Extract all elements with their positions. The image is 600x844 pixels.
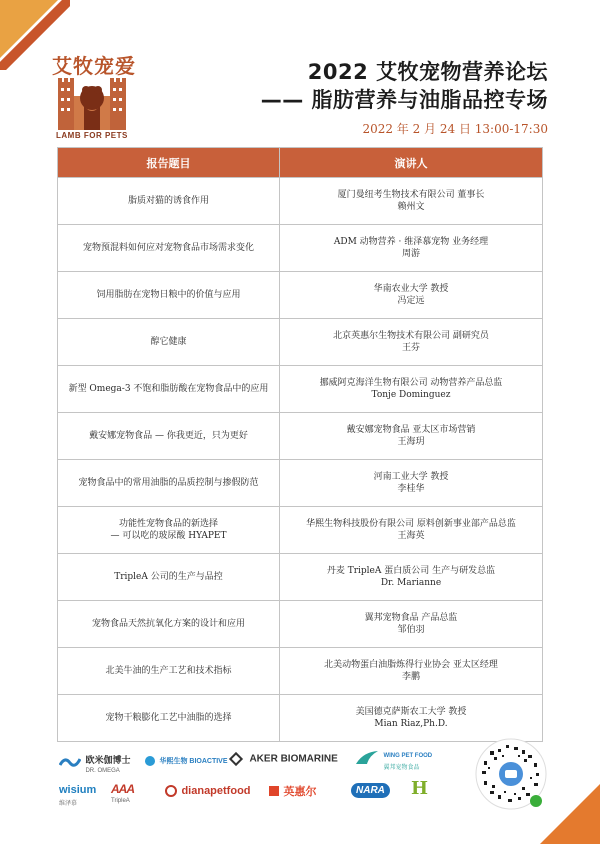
topic-cell: 功能性宠物食品的新选择 — 可以吃的玻尿酸 HYAPET bbox=[58, 507, 280, 554]
speaker-cell: 挪威阿克海洋生物有限公司 动物营养产品总监 Tonje Dominguez bbox=[280, 366, 543, 413]
speaker-cell: 翼邦宠物食品 产品总监 邹伯羽 bbox=[280, 601, 543, 648]
topic-cell: 醇它健康 bbox=[58, 319, 280, 366]
topic-cell: 饲用脂肪在宠物日粮中的价值与应用 bbox=[58, 272, 280, 319]
event-logo bbox=[44, 50, 140, 140]
bioactive-dot-icon bbox=[145, 756, 155, 766]
speaker-cell: 华熙生物科技股份有限公司 原料创新事业部产品总监 王海英 bbox=[280, 507, 543, 554]
table-row bbox=[58, 507, 543, 554]
wing-icon bbox=[355, 750, 379, 766]
speaker-cell: 河南工业大学 教授 李桂华 bbox=[280, 460, 543, 507]
table-row bbox=[58, 225, 543, 272]
sponsor-dr-omega: 欧米伽博士 DR. OMEGA bbox=[59, 750, 130, 774]
table-row bbox=[58, 366, 543, 413]
speaker-cell: 丹麦 TripleA 蛋白质公司 生产与研发总监 Dr. Marianne bbox=[280, 554, 543, 601]
speaker-cell: 北京英惠尔生物技术有限公司 副研究员 王芬 bbox=[280, 319, 543, 366]
topic-cell: 新型 Omega-3 不饱和脂肪酸在宠物食品中的应用 bbox=[58, 366, 280, 413]
table-row bbox=[58, 178, 543, 225]
sponsor-logos bbox=[55, 740, 455, 830]
table-row bbox=[58, 272, 543, 319]
topic-cell: 脂质对猫的诱食作用 bbox=[58, 178, 280, 225]
topic-cell: 宠物食品中的常用油脂的品质控制与掺假防范 bbox=[58, 460, 280, 507]
topic-cell: 宠物预混料如何应对宠物食品市场需求变化 bbox=[58, 225, 280, 272]
speaker-cell: 厦门曼纽考生物技术有限公司 董事长 赖州文 bbox=[280, 178, 543, 225]
header-topic: 报告题目 bbox=[58, 148, 280, 178]
speaker-cell: ADM 动物营养 · 维泽慕宠物 业务经理 周游 bbox=[280, 225, 543, 272]
table-row bbox=[58, 554, 543, 601]
logo-english-text: LAMB FOR PETS bbox=[56, 131, 128, 140]
header-speaker: 演讲人 bbox=[280, 148, 543, 178]
topic-cell: TripleA 公司的生产与品控 bbox=[58, 554, 280, 601]
speaker-cell: 华南农业大学 教授 冯定远 bbox=[280, 272, 543, 319]
table-row bbox=[58, 695, 543, 742]
mini-program-qr-code[interactable] bbox=[474, 737, 548, 811]
sponsor-wisium: wisium 维泽慕 bbox=[59, 784, 97, 807]
forum-subtitle: —— 脂肪营养与油脂品控专场 bbox=[260, 88, 548, 112]
wave-icon bbox=[59, 755, 81, 769]
speaker-cell: 北美动物蛋白油脂炼得行业协会 亚太区经理 李鹏 bbox=[280, 648, 543, 695]
aker-diamond-icon bbox=[229, 752, 243, 766]
sponsor-triplea: AAA TripleA bbox=[111, 782, 134, 804]
table-row bbox=[58, 413, 543, 460]
topic-cell: 戴安娜宠物食品 — 你我更近，只为更好 bbox=[58, 413, 280, 460]
sponsor-h: H bbox=[411, 778, 429, 799]
agenda-header-row bbox=[58, 148, 543, 178]
sponsor-nara: NARA bbox=[351, 780, 390, 798]
forum-title: 2022 艾牧宠物营养论坛 bbox=[307, 60, 548, 84]
table-row bbox=[58, 601, 543, 648]
speaker-cell: 美国德克萨斯农工大学 教授 Mian Riaz,Ph.D. bbox=[280, 695, 543, 742]
sponsor-diana-petfood: dianapetfood bbox=[165, 782, 251, 800]
topic-cell: 宠物食品天然抗氧化方案的设计和应用 bbox=[58, 601, 280, 648]
agenda-table bbox=[57, 147, 543, 742]
diana-circle-icon bbox=[165, 785, 177, 797]
topic-cell: 北美牛油的生产工艺和技术指标 bbox=[58, 648, 280, 695]
speaker-cell: 戴安娜宠物食品 亚太区市场营销 王海玥 bbox=[280, 413, 543, 460]
table-row bbox=[58, 460, 543, 507]
sponsor-wing-pet-food: WING PET FOOD 翼邦宠物食品 bbox=[355, 744, 432, 771]
corner-decoration-bottom-right bbox=[540, 784, 600, 844]
table-row bbox=[58, 648, 543, 695]
table-row bbox=[58, 319, 543, 366]
logo-castle-icon bbox=[56, 76, 128, 130]
event-date: 2022 年 2 月 24 日 13:00-17:30 bbox=[362, 122, 548, 136]
sponsor-bioactive: 华熙生物 BIOACTIVE bbox=[145, 752, 228, 770]
sponsor-aker-biomarine: AKER BIOMARINE bbox=[231, 750, 338, 768]
logo-chinese-text: 艾牧宠爱 bbox=[52, 54, 136, 78]
topic-cell: 宠物干粮膨化工艺中油脂的选择 bbox=[58, 695, 280, 742]
yinghuier-square-icon bbox=[269, 786, 279, 796]
sponsor-yinghuier: 英惠尔 bbox=[269, 782, 316, 800]
